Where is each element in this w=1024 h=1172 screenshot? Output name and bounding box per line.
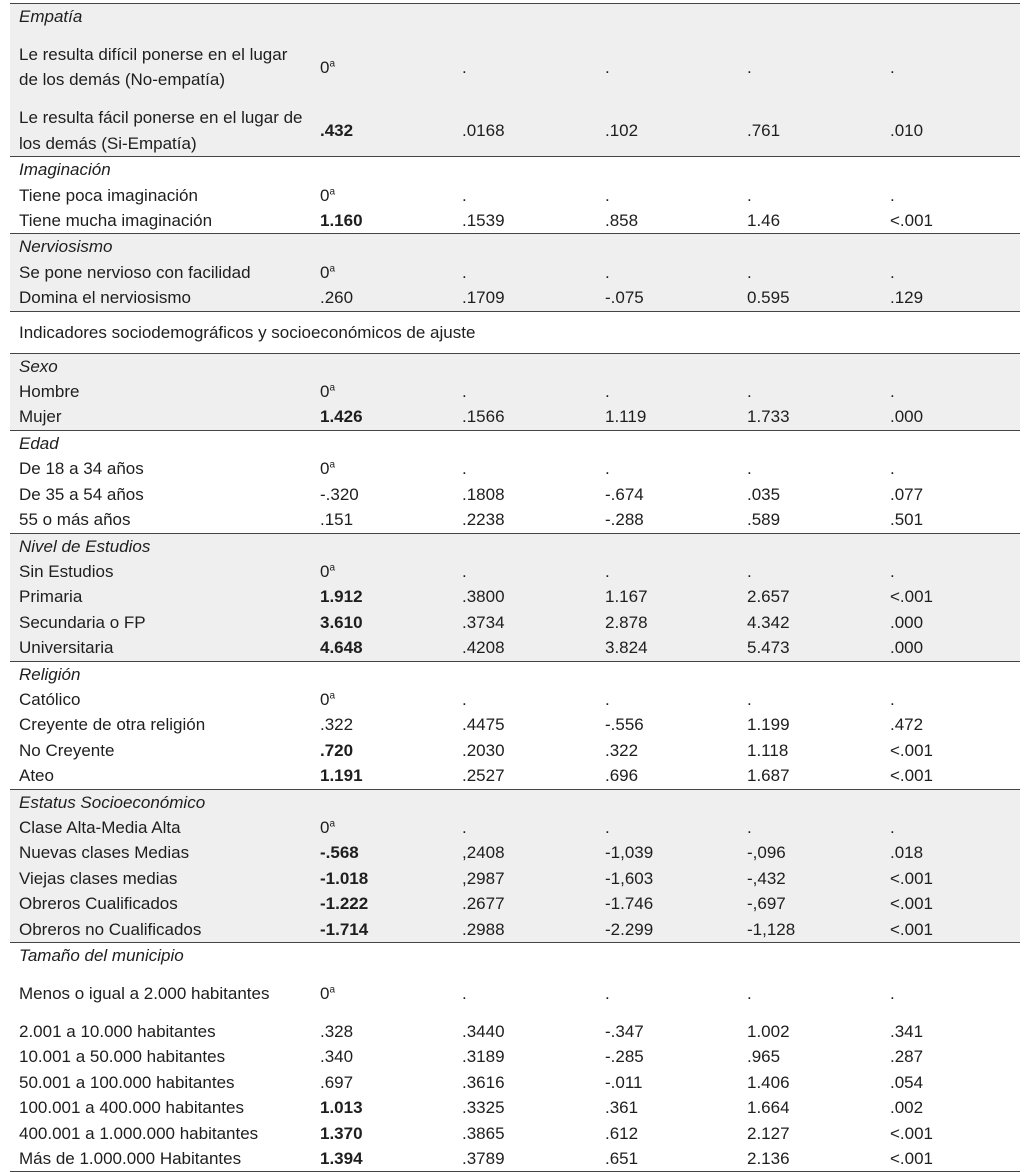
ci-lower-cell: -.288 — [605, 510, 644, 530]
p-value-cell: .010 — [890, 121, 924, 141]
p-value-cell: <.001 — [890, 894, 934, 914]
p-value-cell: <.001 — [890, 1148, 934, 1168]
coef-value: 0 — [320, 561, 330, 581]
coef-value: .322 — [320, 715, 354, 735]
ci-lower-cell: . — [605, 262, 610, 282]
std-error-cell: .2988 — [462, 919, 505, 939]
coef-cell — [320, 183, 335, 208]
ci-upper-cell: .035 — [747, 484, 781, 504]
row-label: Se pone nervioso con facilidad — [19, 262, 251, 282]
row-label: Creyente de otra religión — [19, 715, 206, 735]
ci-lower-cell: -.285 — [605, 1047, 644, 1067]
coef-cell — [320, 763, 363, 788]
ci-upper-cell: . — [747, 561, 752, 581]
ci-upper-cell: 5.473 — [747, 638, 790, 658]
std-error-cell: . — [462, 561, 467, 581]
ci-upper-cell: 0.595 — [747, 288, 790, 308]
ci-upper-cell: 2.136 — [747, 1148, 790, 1168]
p-value-cell: . — [890, 459, 895, 479]
ci-lower-cell: -.556 — [605, 715, 644, 735]
table-row — [10, 105, 1020, 156]
coef-value: 3.610 — [320, 612, 363, 632]
ci-lower-cell: .651 — [605, 1148, 639, 1168]
p-value-cell: .054 — [890, 1072, 924, 1092]
std-error-cell: .3734 — [462, 612, 505, 632]
ci-lower-cell: .696 — [605, 766, 639, 786]
p-value-cell: <.001 — [890, 587, 934, 607]
p-value-cell: .341 — [890, 1021, 924, 1041]
coef-cell — [320, 738, 353, 763]
row-label: Obreros Cualificados — [19, 894, 178, 914]
coef-cell — [320, 1070, 353, 1095]
ci-upper-cell: . — [747, 262, 752, 282]
row-label: 10.001 a 50.000 habitantes — [19, 1047, 226, 1067]
ci-lower-cell: 1.167 — [605, 587, 648, 607]
std-error-cell: .3189 — [462, 1047, 505, 1067]
std-error-cell: .0168 — [462, 121, 505, 141]
row-label: 50.001 a 100.000 habitantes — [19, 1072, 235, 1092]
row-label: De 35 a 54 años — [19, 484, 144, 504]
table-row — [10, 866, 1020, 891]
ci-upper-cell: .761 — [747, 121, 781, 141]
coef-cell — [320, 1044, 353, 1069]
coef-cell — [320, 1121, 363, 1146]
std-error-cell: .1808 — [462, 484, 505, 504]
table-group — [10, 233, 1020, 310]
table-group — [10, 3, 1020, 156]
table-row — [10, 183, 1020, 208]
ci-upper-cell: . — [747, 57, 752, 77]
table-row — [10, 968, 1020, 1019]
p-value-cell: . — [890, 185, 895, 205]
group-title-row — [10, 662, 1020, 687]
coef-cell — [320, 379, 335, 404]
coef-cell — [320, 712, 353, 737]
ci-upper-cell: . — [747, 382, 752, 402]
row-label: Le resulta fácil ponerse en el lugar de los demás (Si-Empatía) — [19, 108, 303, 153]
section-heading: Indicadores sociodemográficos y socioeconómicos de ajuste — [10, 311, 1020, 353]
coef-value: 1.394 — [320, 1148, 363, 1168]
ci-lower-cell: . — [605, 185, 610, 205]
ci-lower-cell: .361 — [605, 1098, 639, 1118]
row-label: Menos o igual a 2.000 habitantes — [19, 983, 270, 1003]
group-title-row — [10, 431, 1020, 456]
std-error-cell: ,2408 — [462, 843, 505, 863]
row-label: 55 o más años — [19, 510, 131, 530]
table-row — [10, 379, 1020, 404]
coef-value: .432 — [320, 121, 354, 141]
coef-cell — [320, 55, 335, 80]
coef-cell — [320, 815, 335, 840]
table-row — [10, 1121, 1020, 1146]
coef-cell — [320, 260, 335, 285]
table-group — [10, 789, 1020, 942]
std-error-cell: . — [462, 382, 467, 402]
coef-value: -1.018 — [320, 868, 369, 888]
ci-upper-cell: . — [747, 459, 752, 479]
row-label: Tiene mucha imaginación — [19, 211, 213, 231]
row-label: Obreros no Cualificados — [19, 919, 202, 939]
coef-value: 0 — [320, 185, 330, 205]
ci-upper-cell: 1.687 — [747, 766, 790, 786]
coef-cell — [320, 285, 353, 310]
ci-lower-cell: .322 — [605, 740, 639, 760]
coef-cell — [320, 404, 363, 429]
coef-cell — [320, 635, 363, 660]
coef-cell — [320, 840, 359, 865]
std-error-cell: . — [462, 262, 467, 282]
ci-lower-cell: -.674 — [605, 484, 644, 504]
ci-lower-cell: 1.119 — [605, 407, 647, 427]
coef-cell — [320, 208, 363, 233]
row-label: Domina el nerviosismo — [19, 288, 191, 308]
ci-upper-cell: -1,128 — [747, 919, 796, 939]
group-title-row — [10, 943, 1020, 968]
coef-value: 1.160 — [320, 211, 363, 231]
coef-value: .151 — [320, 510, 354, 530]
std-error-cell: .3325 — [462, 1098, 505, 1118]
row-label: Católico — [19, 689, 81, 709]
coef-value: 0 — [320, 983, 330, 1003]
group-title-row — [10, 534, 1020, 559]
p-value-cell: .287 — [890, 1047, 924, 1067]
ci-upper-cell: 1.199 — [747, 715, 790, 735]
p-value-cell: . — [890, 561, 895, 581]
coef-value: -1.222 — [320, 894, 369, 914]
table-row — [10, 260, 1020, 285]
coef-cell — [320, 1019, 353, 1044]
row-label: Hombre — [19, 382, 80, 402]
std-error-cell: . — [462, 57, 467, 77]
coef-cell — [320, 687, 335, 712]
reference-note: a — [329, 459, 336, 471]
ci-upper-cell: 1.664 — [747, 1098, 790, 1118]
p-value-cell: <.001 — [890, 868, 934, 888]
row-label: Ateo — [19, 766, 54, 786]
coef-cell — [320, 456, 335, 481]
coef-cell — [320, 917, 368, 942]
coef-value: .720 — [320, 740, 354, 760]
row-label: Le resulta difícil ponerse en el lugar de los demás (No-empatía) — [19, 45, 288, 90]
regression-table — [10, 3, 1020, 1172]
coef-value: -.320 — [320, 484, 359, 504]
coef-cell — [320, 866, 368, 891]
row-label: Sin Estudios — [19, 561, 114, 581]
ci-lower-cell: . — [605, 561, 610, 581]
ci-upper-cell: 2.657 — [747, 587, 790, 607]
table-row — [10, 1095, 1020, 1120]
ci-lower-cell: 3.824 — [605, 638, 648, 658]
coef-value: 1.912 — [320, 587, 363, 607]
coef-cell — [320, 507, 353, 532]
coef-value: -1.714 — [320, 919, 369, 939]
group-title-row — [10, 354, 1020, 379]
table-row — [10, 584, 1020, 609]
std-error-cell: .1709 — [462, 288, 505, 308]
ci-upper-cell: .965 — [747, 1047, 781, 1067]
p-value-cell: .077 — [890, 484, 924, 504]
ci-upper-cell: 2.127 — [747, 1123, 790, 1143]
table-row — [10, 840, 1020, 865]
ci-upper-cell: -,432 — [747, 868, 786, 888]
row-label: Viejas clases medias — [19, 868, 178, 888]
table-row — [10, 610, 1020, 635]
row-label: De 18 a 34 años — [19, 459, 144, 479]
coef-cell — [320, 584, 363, 609]
table-row — [10, 456, 1020, 481]
std-error-cell: .2677 — [462, 894, 505, 914]
ci-lower-cell: . — [605, 57, 610, 77]
table-group — [10, 533, 1020, 661]
reference-note: a — [329, 263, 336, 275]
row-label: Clase Alta-Media Alta — [19, 817, 181, 837]
std-error-cell: .2527 — [462, 766, 505, 786]
coef-value: 0 — [320, 57, 330, 77]
table-row — [10, 815, 1020, 840]
p-value-cell: . — [890, 689, 895, 709]
std-error-cell: .1539 — [462, 211, 505, 231]
table-group — [10, 353, 1020, 430]
table-row — [10, 1044, 1020, 1069]
reference-note: a — [329, 382, 336, 394]
ci-lower-cell: -.347 — [605, 1021, 644, 1041]
group-title: Empatía — [19, 7, 83, 26]
table-row — [10, 635, 1020, 660]
std-error-cell: .3800 — [462, 587, 505, 607]
reference-note: a — [329, 562, 336, 574]
ci-lower-cell: . — [605, 459, 610, 479]
group-title: Religión — [19, 664, 81, 684]
std-error-cell: .1566 — [462, 407, 505, 427]
table-row — [10, 507, 1020, 532]
ci-lower-cell: .102 — [605, 121, 639, 141]
std-error-cell: . — [462, 983, 467, 1003]
table-row — [10, 29, 1020, 105]
p-value-cell: .000 — [890, 407, 924, 427]
table-group — [10, 942, 1020, 1172]
ci-upper-cell: 1.002 — [747, 1021, 790, 1041]
table-group — [10, 156, 1020, 233]
row-label: 2.001 a 10.000 habitantes — [19, 1021, 216, 1041]
ci-upper-cell: . — [747, 983, 752, 1003]
coef-cell — [320, 1095, 363, 1120]
p-value-cell: .129 — [890, 288, 924, 308]
ci-upper-cell: 4.342 — [747, 612, 790, 632]
ci-upper-cell: . — [747, 817, 752, 837]
group-title-row — [10, 4, 1020, 29]
ci-lower-cell: 2.878 — [605, 612, 648, 632]
p-value-cell: <.001 — [890, 766, 934, 786]
std-error-cell: . — [462, 459, 467, 479]
ci-lower-cell: . — [605, 689, 610, 709]
table-row — [10, 687, 1020, 712]
table-row — [10, 559, 1020, 584]
coef-value: 1.191 — [320, 766, 363, 786]
coef-cell — [320, 610, 363, 635]
table-group — [10, 430, 1020, 533]
std-error-cell: .3440 — [462, 1021, 505, 1041]
coef-cell — [320, 559, 335, 584]
p-value-cell: . — [890, 382, 895, 402]
coef-value: 0 — [320, 382, 330, 402]
ci-lower-cell: .612 — [605, 1123, 639, 1143]
ci-lower-cell: . — [605, 817, 610, 837]
coef-cell — [320, 981, 335, 1006]
p-value-cell: <.001 — [890, 919, 934, 939]
reference-note: a — [329, 690, 336, 702]
std-error-cell: . — [462, 185, 467, 205]
sociodemographic-indicators — [10, 353, 1020, 1172]
group-title: Imaginación — [19, 160, 111, 180]
std-error-cell: ,2987 — [462, 868, 505, 888]
coef-cell — [320, 891, 368, 916]
row-label: Tiene poca imaginación — [19, 185, 198, 205]
std-error-cell: . — [462, 689, 467, 709]
std-error-cell: .3789 — [462, 1148, 505, 1168]
row-label: Mujer — [19, 407, 62, 427]
row-label: Secundaria o FP — [19, 612, 146, 632]
coef-value: 4.648 — [320, 638, 363, 658]
coef-value: 1.426 — [320, 407, 363, 427]
group-title: Estatus Socioeconómico — [19, 792, 206, 812]
ci-upper-cell: . — [747, 185, 752, 205]
reference-note: a — [329, 185, 336, 197]
reference-note: a — [329, 58, 336, 70]
coef-value: -.568 — [320, 843, 359, 863]
row-label: 100.001 a 400.000 habitantes — [19, 1098, 244, 1118]
table-row — [10, 738, 1020, 763]
p-value-cell: . — [890, 983, 895, 1003]
group-title-row — [10, 790, 1020, 815]
p-value-cell: .018 — [890, 843, 924, 863]
coef-value: 1.370 — [320, 1123, 363, 1143]
personality-indicators — [10, 3, 1020, 311]
row-label: Más de 1.000.000 Habitantes — [19, 1148, 242, 1168]
coef-value: 0 — [320, 262, 330, 282]
table-row — [10, 285, 1020, 310]
row-label: Nuevas clases Medias — [19, 843, 190, 863]
ci-lower-cell: -2.299 — [605, 919, 654, 939]
std-error-cell: .3616 — [462, 1072, 505, 1092]
ci-lower-cell: -.011 — [605, 1072, 643, 1092]
coef-value: .328 — [320, 1021, 354, 1041]
table-row — [10, 917, 1020, 942]
row-label: Primaria — [19, 587, 83, 607]
p-value-cell: .501 — [890, 510, 924, 530]
table-row — [10, 763, 1020, 788]
table-row — [10, 712, 1020, 737]
ci-upper-cell: 1.733 — [747, 407, 790, 427]
coef-value: .340 — [320, 1047, 354, 1067]
p-value-cell: <.001 — [890, 740, 934, 760]
row-label: Universitaria — [19, 638, 114, 658]
p-value-cell: .472 — [890, 715, 924, 735]
ci-lower-cell: -1.746 — [605, 894, 654, 914]
ci-upper-cell: 1.46 — [747, 211, 781, 231]
p-value-cell: <.001 — [890, 1123, 934, 1143]
table-row — [10, 404, 1020, 429]
p-value-cell: . — [890, 262, 895, 282]
p-value-cell: . — [890, 817, 895, 837]
reference-note: a — [329, 984, 336, 996]
std-error-cell: .4475 — [462, 715, 505, 735]
ci-upper-cell: -,697 — [747, 894, 786, 914]
coef-value: .697 — [320, 1072, 354, 1092]
table-row — [10, 1019, 1020, 1044]
coef-value: .260 — [320, 288, 354, 308]
p-value-cell: .002 — [890, 1098, 924, 1118]
group-title-row — [10, 234, 1020, 259]
coef-value: 0 — [320, 817, 330, 837]
std-error-cell: .4208 — [462, 638, 505, 658]
table-row — [10, 1070, 1020, 1095]
row-label: 400.001 a 1.000.000 habitantes — [19, 1123, 259, 1143]
table-row — [10, 891, 1020, 916]
table-row — [10, 482, 1020, 507]
row-label: No Creyente — [19, 740, 115, 760]
p-value-cell: .000 — [890, 612, 924, 632]
std-error-cell: . — [462, 817, 467, 837]
group-title-row — [10, 157, 1020, 182]
std-error-cell: .2030 — [462, 740, 505, 760]
p-value-cell: .000 — [890, 638, 924, 658]
ci-upper-cell: . — [747, 689, 752, 709]
p-value-cell: . — [890, 57, 895, 77]
ci-lower-cell: -.075 — [605, 288, 644, 308]
coef-value: 1.013 — [320, 1098, 363, 1118]
group-title: Edad — [19, 433, 59, 453]
p-value-cell: <.001 — [890, 211, 934, 231]
ci-lower-cell: -1,603 — [605, 868, 654, 888]
table-group — [10, 661, 1020, 789]
std-error-cell: .2238 — [462, 510, 505, 530]
reference-note: a — [329, 818, 336, 830]
coef-cell — [320, 118, 353, 143]
group-title: Tamaño del municipio — [19, 946, 184, 965]
ci-upper-cell: .589 — [747, 510, 781, 530]
ci-upper-cell: -,096 — [747, 843, 786, 863]
ci-lower-cell: . — [605, 382, 610, 402]
ci-upper-cell: 1.406 — [747, 1072, 790, 1092]
coef-value: 0 — [320, 689, 330, 709]
std-error-cell: .3865 — [462, 1123, 505, 1143]
group-title: Nivel de Estudios — [19, 536, 151, 556]
ci-upper-cell: 1.118 — [747, 740, 789, 760]
ci-lower-cell: -1,039 — [605, 843, 654, 863]
coef-cell — [320, 482, 359, 507]
group-title: Nerviosismo — [19, 237, 113, 257]
group-title: Sexo — [19, 356, 58, 376]
ci-lower-cell: .858 — [605, 211, 639, 231]
ci-lower-cell: . — [605, 983, 610, 1003]
coef-value: 0 — [320, 459, 330, 479]
table-row — [10, 208, 1020, 233]
